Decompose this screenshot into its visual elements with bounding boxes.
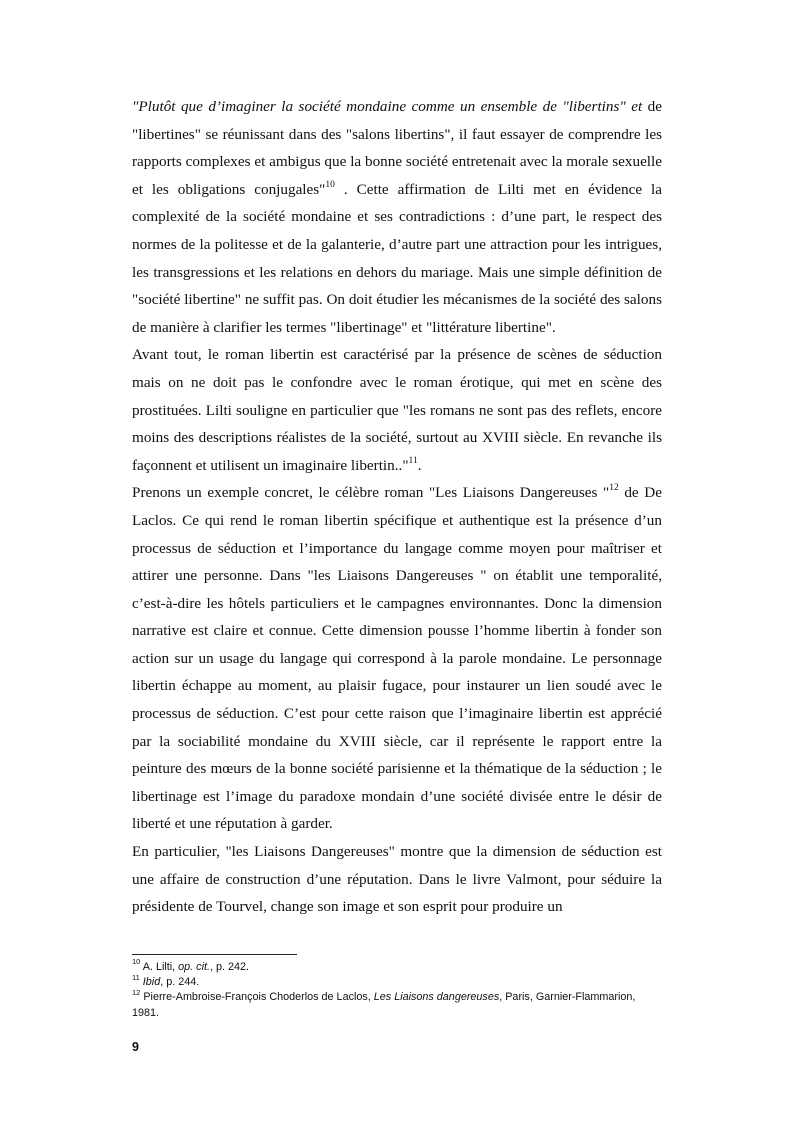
footnote-ref-10: 10 [325,179,335,190]
footnote-12 [132,987,662,1020]
footnote-number: 11 [132,972,140,982]
opening-quote: "Plutôt que d’imaginer la société mondaine comme un ensemble de "libertins" et [132,98,643,115]
page-body [132,93,662,921]
paragraph-3 [132,479,662,838]
footnote-italic: op. cit. [178,961,210,973]
paragraph-2-text-b: . [417,456,422,474]
footnote-italic: Les Liaisons dangereuses [373,991,500,1004]
page-number: 9 [132,1040,139,1054]
paragraph-2-text-a: Avant tout, le roman libertin est caractérisé par la présence de scènes de séduction mais on ne doit pas le confondre avec le roman érotique, qui met en scène des prostituées. Lilti souligne en particulier que "les romans ne sont pas des reflets, encore moins des descriptions réalistes de la société, surtout au XVIII siècle. En revanche ils façonnent et utilisent un imaginaire libertin.." [132,346,662,474]
footnote-11 [132,972,662,990]
footnote-number: 10 [132,957,141,967]
paragraph-4-text: En particulier, "les Liaisons Dangereuses" montre que la dimension de séduction est une affaire de construction d’une réputation. Dans le livre Valmont, pour séduire la présidente de Tourvel, change son image et son esprit pour produire un [132,843,662,916]
footnote-text: , Paris, Garnier-Flammarion, 1981. [132,991,636,1019]
footnote-separator [132,954,297,955]
footnote-text: , p. 242. [209,961,249,973]
footnote-10 [132,957,662,975]
paragraph-2 [132,341,662,479]
paragraph-3-text-a: Prenons un exemple concret, le célèbre roman "Les Liaisons Dangereuses " [132,484,610,502]
paragraph-1-text-a: de "libertines" se réunissant dans des "salons libertins", il faut essayer de comprendre les rapports complexes et ambigus que la bonne société entretenait avec la morale sexuelle et les obligations conjugales" [132,98,662,198]
paragraph-1-text-b: . Cette affirmation de Lilti met en évidence la complexité de la société mondaine et ses contradictions : d’une part, le respect des normes de la politesse et de la galanterie, d’autre part une attraction pour les intrigues, les transgressions et les relations en dehors du mariage. Mais une simple définition de "société libertine" ne suffit pas. On doit étudier les mécanismes de la société des salons de manière à clarifier les termes "libertinage" et "littérature libertine". [132,180,662,336]
paragraph-3-text-b: de De Laclos. Ce qui rend le roman libertin spécifique et authentique est la présence d’un processus de séduction et l’importance du langage comme moyen pour maîtriser et attirer une personne. Dans "les Liaisons Dangereuses " on établit une temporalité, c’est-à-dire les hôtels particuliers et le campagnes environnantes. Donc la dimension narrative est claire et connue. Cette dimension pousse l’homme libertin à fonder son action sur un usage du langage qui correspond à la parole mondaine. Le personnage libertin échappe au moment, au plaisir fugace, pour instaurer un lien soudé avec le processus de séduction. C’est pour cette raison que l’imaginaire libertin est apprécié par la sociabilité mondaine du XVIII siècle, car il représente le rapport entre la peinture des mœurs de la bonne société parisienne et la thématique de la séduction ; le libertinage est l’image du paradoxe mondain d’une société divisée entre le désir de liberté et une réputation à garder. [132,484,662,833]
footnote-text: A. Lilti, [140,961,179,973]
footnote-text: , p. 244. [160,976,200,989]
footnote-number: 12 [132,987,141,997]
main-text [132,93,662,921]
paragraph-4 [132,838,662,921]
footnote-italic: Ibid [142,976,161,989]
footnote-text: Pierre-Ambroise-François Choderlos de Laclos, [140,991,374,1004]
footnotes [132,957,662,1021]
footnote-ref-11: 11 [408,455,418,466]
paragraph-1 [132,93,662,341]
footnote-ref-12: 12 [609,483,619,494]
